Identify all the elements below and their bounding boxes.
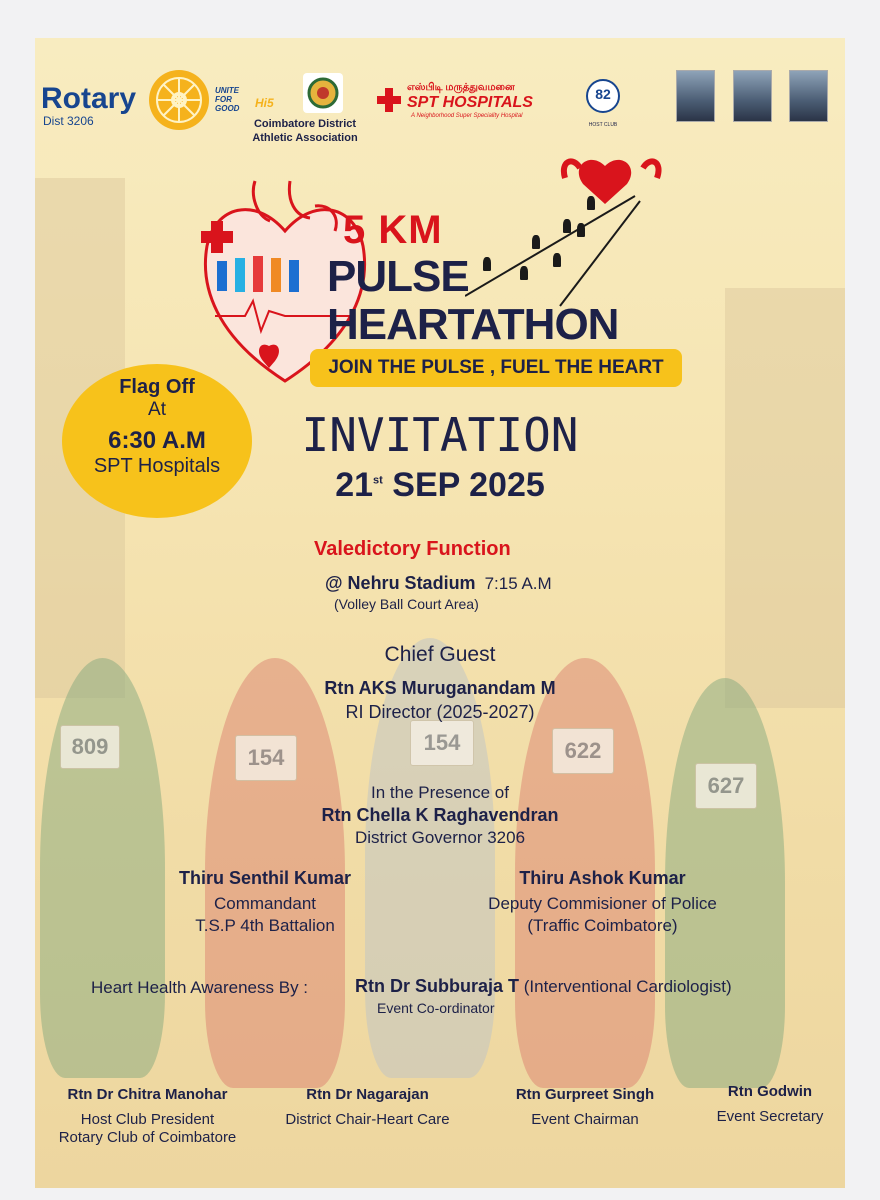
- runner-silhouette-icon: [577, 223, 585, 237]
- organizer-role: Host Club President: [80, 1111, 215, 1128]
- event-title-line-2: HEARTATHON: [327, 300, 619, 349]
- official-role: Commandant: [213, 894, 317, 913]
- valedictory-venue: @ Nehru Stadium: [325, 573, 476, 593]
- medical-cross-icon: [198, 218, 236, 256]
- event-tagline-banner: JOIN THE PULSE , FUEL THE HEART: [310, 349, 682, 387]
- chief-guest-heading: Chief Guest: [384, 643, 496, 666]
- event-date-suffix: st: [373, 474, 383, 487]
- dignitary-photo: [676, 70, 715, 122]
- event-title-line-1: PULSE: [327, 252, 469, 301]
- presence-name: Rtn Chella K Raghavendran: [321, 805, 559, 825]
- unite-for-good-logo: UNITE FOR GOOD: [215, 86, 240, 113]
- awareness-label: Heart Health Awareness By :: [91, 978, 309, 997]
- organizer-role: Rotary Club of Coimbatore: [58, 1129, 237, 1146]
- athletic-association-emblem: [303, 73, 343, 113]
- flag-off-label: Flag Off: [119, 376, 195, 398]
- organizer-name: Rtn Dr Chitra Manohar: [67, 1086, 228, 1103]
- presence-role: District Governor 3206: [354, 828, 526, 847]
- athletic-line-2: Athletic Association: [252, 132, 358, 144]
- athletic-association-name: [240, 117, 370, 145]
- host-club-number: 82: [595, 86, 611, 102]
- rotary-district: Dist 3206: [43, 114, 94, 128]
- hospital-name: SPT HOSPITALS: [407, 94, 533, 111]
- organizer-role: Event Secretary: [716, 1108, 824, 1125]
- official-name: Thiru Ashok Kumar: [519, 868, 686, 888]
- athletic-line-1: Coimbatore District: [253, 118, 357, 130]
- rotary-logo: [41, 82, 136, 128]
- runner-silhouette-icon: [553, 253, 561, 267]
- valedictory-heading: Valedictory Function: [314, 538, 511, 560]
- official-card: [130, 868, 400, 936]
- official-role: Deputy Commisioner of Police: [488, 894, 717, 913]
- host-club-logo: [585, 78, 625, 128]
- race-bib: 627: [695, 763, 757, 809]
- runner-silhouette-icon: [532, 235, 540, 249]
- invitation-poster: [35, 38, 845, 1188]
- background-building-right: [725, 288, 845, 708]
- valedictory-area: (Volley Ball Court Area): [334, 596, 479, 612]
- organizer-role: District Chair-Heart Care: [285, 1111, 450, 1128]
- rotary-wordmark: Rotary: [41, 82, 137, 115]
- chief-guest-role: RI Director (2025-2027): [345, 702, 535, 722]
- red-cross-icon: [375, 86, 403, 114]
- official-role: (Traffic Coimbatore): [527, 916, 678, 935]
- organizer-card: [265, 1086, 470, 1128]
- flag-off-badge: [62, 364, 252, 518]
- flag-off-place: SPT Hospitals: [93, 455, 221, 477]
- organizer-name: Rtn Godwin: [727, 1083, 813, 1100]
- event-date-month-year: SEP 2025: [392, 466, 545, 504]
- race-bib: 154: [410, 720, 474, 766]
- awareness-name: Rtn Dr Subburaja T: [355, 976, 520, 996]
- official-name: Thiru Senthil Kumar: [178, 868, 351, 888]
- dignitary-photo: [789, 70, 828, 122]
- runner-silhouette-icon: [520, 266, 528, 280]
- valedictory-time: 7:15 A.M: [484, 574, 552, 593]
- awareness-speaker: [355, 976, 732, 997]
- organizer-card: [35, 1086, 260, 1146]
- race-bib: 154: [235, 735, 297, 781]
- runner-silhouette-icon: [483, 257, 491, 271]
- organizer-card: [485, 1086, 685, 1128]
- organizer-name: Rtn Gurpreet Singh: [515, 1086, 655, 1103]
- runner-silhouette-icon: [587, 196, 595, 210]
- climbing-runners-graphic: [465, 156, 665, 316]
- awareness-specialty: (Interventional Cardiologist): [523, 977, 732, 996]
- race-bib: 809: [60, 725, 120, 769]
- event-date: [290, 466, 590, 505]
- flag-off-time: 6:30 A.M: [108, 427, 206, 454]
- hi5-logo: Hi5: [255, 96, 274, 110]
- organizer-card: [695, 1083, 845, 1125]
- hospital-tagline: A Neighborhood Super Speciality Hospital: [411, 113, 523, 119]
- host-club-label: HOST CLUB: [588, 122, 618, 128]
- flag-off-at: At: [148, 399, 166, 420]
- official-card: [455, 868, 750, 936]
- chief-guest-name: Rtn AKS Muruganandam M: [324, 678, 556, 698]
- athletic-emblem-icon: [303, 73, 343, 113]
- runner-silhouette-icon: [563, 219, 571, 233]
- rotary-wheel-icon: [147, 68, 211, 132]
- organizer-role: Event Chairman: [531, 1111, 639, 1128]
- invitation-heading: INVITATION: [301, 408, 579, 462]
- race-bib: 622: [552, 728, 614, 774]
- official-role: T.S.P 4th Battalion: [195, 916, 335, 935]
- hospital-tamil-name: எஸ்பிடி மருத்துவமனை: [407, 82, 515, 93]
- valedictory-venue-line: [325, 573, 552, 594]
- event-date-day: 21: [335, 466, 374, 504]
- dignitary-photo: [733, 70, 772, 122]
- awareness-role: Event Co-ordinator: [377, 1000, 495, 1016]
- organizer-name: Rtn Dr Nagarajan: [306, 1086, 429, 1103]
- presence-intro: In the Presence of: [371, 783, 509, 802]
- event-distance: 5 KM: [343, 208, 443, 252]
